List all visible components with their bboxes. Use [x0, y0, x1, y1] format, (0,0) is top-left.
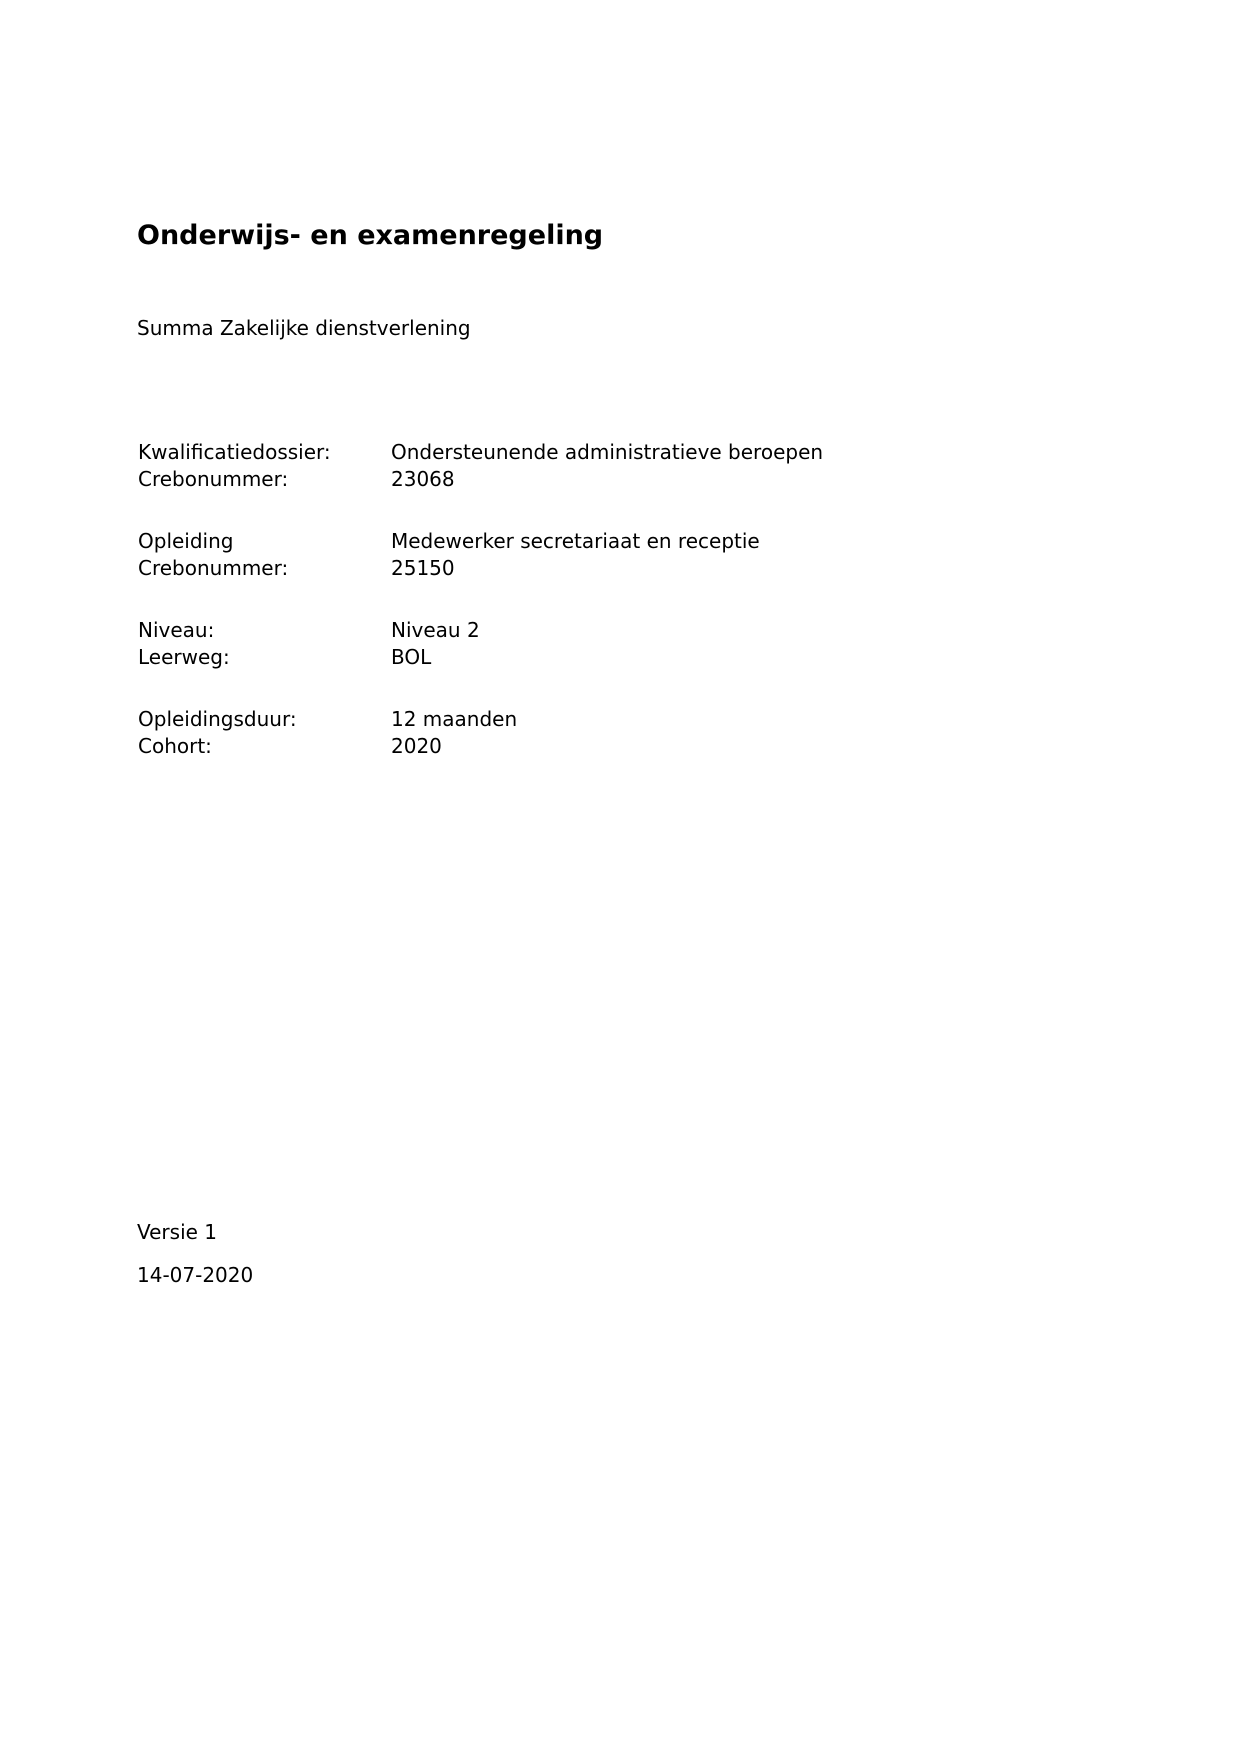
info-label: Crebonummer: — [138, 467, 289, 491]
info-group-level — [138, 617, 891, 671]
info-row-qualification-dossier — [138, 439, 891, 466]
info-value: 25150 — [391, 556, 455, 580]
info-value: BOL — [391, 645, 432, 669]
info-value: 12 maanden — [391, 707, 518, 731]
info-label: Opleidingsduur: — [138, 707, 297, 731]
info-value: 2020 — [391, 734, 442, 758]
document-subtitle: Summa Zakelijke dienstverlening — [137, 316, 471, 340]
info-row-duration — [138, 706, 891, 733]
info-row-level — [138, 617, 891, 644]
document-title: Onderwijs- en examenregeling — [137, 220, 604, 251]
info-label: Kwalificatiedossier: — [138, 440, 331, 464]
info-value: Niveau 2 — [391, 618, 480, 642]
info-value: Ondersteunende administratieve beroepen — [391, 440, 824, 464]
info-row-training — [138, 528, 891, 555]
info-row-learning-path — [138, 644, 891, 671]
document-date: 14-07-2020 — [137, 1263, 254, 1287]
info-row-crebo-training — [138, 555, 891, 582]
info-label: Niveau: — [138, 618, 215, 642]
info-row-crebo-dossier — [138, 466, 891, 493]
info-group-qualification — [138, 439, 891, 493]
info-label: Opleiding — [138, 529, 234, 553]
info-label: Leerweg: — [138, 645, 230, 669]
info-value: Medewerker secretariaat en receptie — [391, 529, 760, 553]
document-version: Versie 1 — [137, 1220, 218, 1244]
info-group-duration — [138, 706, 891, 760]
info-label: Crebonummer: — [138, 556, 289, 580]
info-group-training — [138, 528, 891, 582]
info-label: Cohort: — [138, 734, 212, 758]
info-value: 23068 — [391, 467, 455, 491]
info-row-cohort — [138, 733, 891, 760]
